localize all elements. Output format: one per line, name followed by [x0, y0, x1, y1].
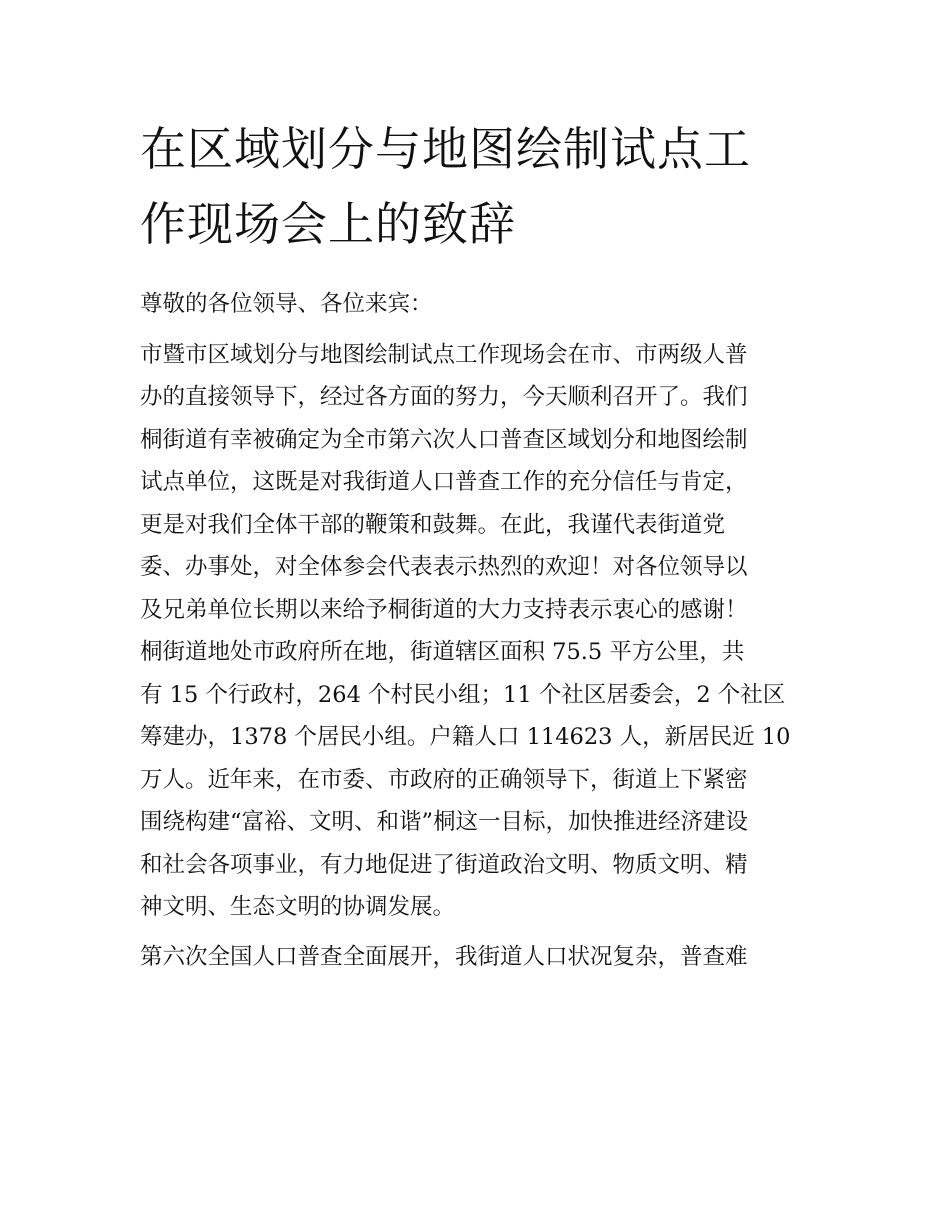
salutation: 尊敬的各位领导、各位来宾：: [140, 291, 433, 317]
paragraph-census: [140, 936, 820, 979]
text-line: 办的直接领导下，经过各方面的努力，今天顺利召开了。我们: [140, 384, 748, 410]
paragraph-welcome: [140, 334, 820, 632]
title-line: 作现场会上的致辞: [140, 197, 516, 251]
document-body: [140, 112, 820, 978]
paragraph-overview: [140, 631, 820, 929]
document-title: [140, 112, 820, 262]
text-line: 试点单位，这既是对我街道人口普查工作的充分信任与肯定，: [140, 469, 748, 495]
text-line: 有 15 个行政村，264 个村民小组；11 个社区居委会，2 个社区: [140, 681, 786, 708]
text-line: 及兄弟单位长期以来给予桐街道的大力支持表示衷心的感谢！: [140, 596, 748, 623]
text-line: 桐街道地处市政府所在地，街道辖区面积 75.5 平方公里，共: [140, 639, 745, 665]
text-line: 围绕构建“富裕、文明、和谐”桐这一目标，加快推进经济建设: [140, 809, 749, 835]
text-line: 委、办事处，对全体参会代表表示热烈的欢迎！对各位领导以: [140, 554, 748, 580]
text-line: 第六次全国人口普查全面展开，我街道人口状况复杂，普查难: [140, 943, 748, 970]
text-line: 万人。近年来，在市委、市政府的正确领导下，街道上下紧密: [140, 766, 748, 793]
text-line: 更是对我们全体干部的鞭策和鼓舞。在此，我谨代表街道党: [140, 511, 726, 538]
title-line: 在区域划分与地图绘制试点工: [140, 122, 751, 176]
text-line: 和社会各项事业，有力地促进了街道政治文明、物质文明、精: [140, 851, 748, 878]
text-line: 桐街道有幸被确定为全市第六次人口普查区域划分和地图绘制: [140, 426, 748, 453]
text-line: 筹建办，1378 个居民小组。户籍人口 114623 人，新居民近 10: [140, 724, 791, 750]
text-line: 市暨市区域划分与地图绘制试点工作现场会在市、市两级人普: [140, 341, 748, 368]
text-line: 神文明、生态文明的协调发展。: [140, 894, 456, 920]
